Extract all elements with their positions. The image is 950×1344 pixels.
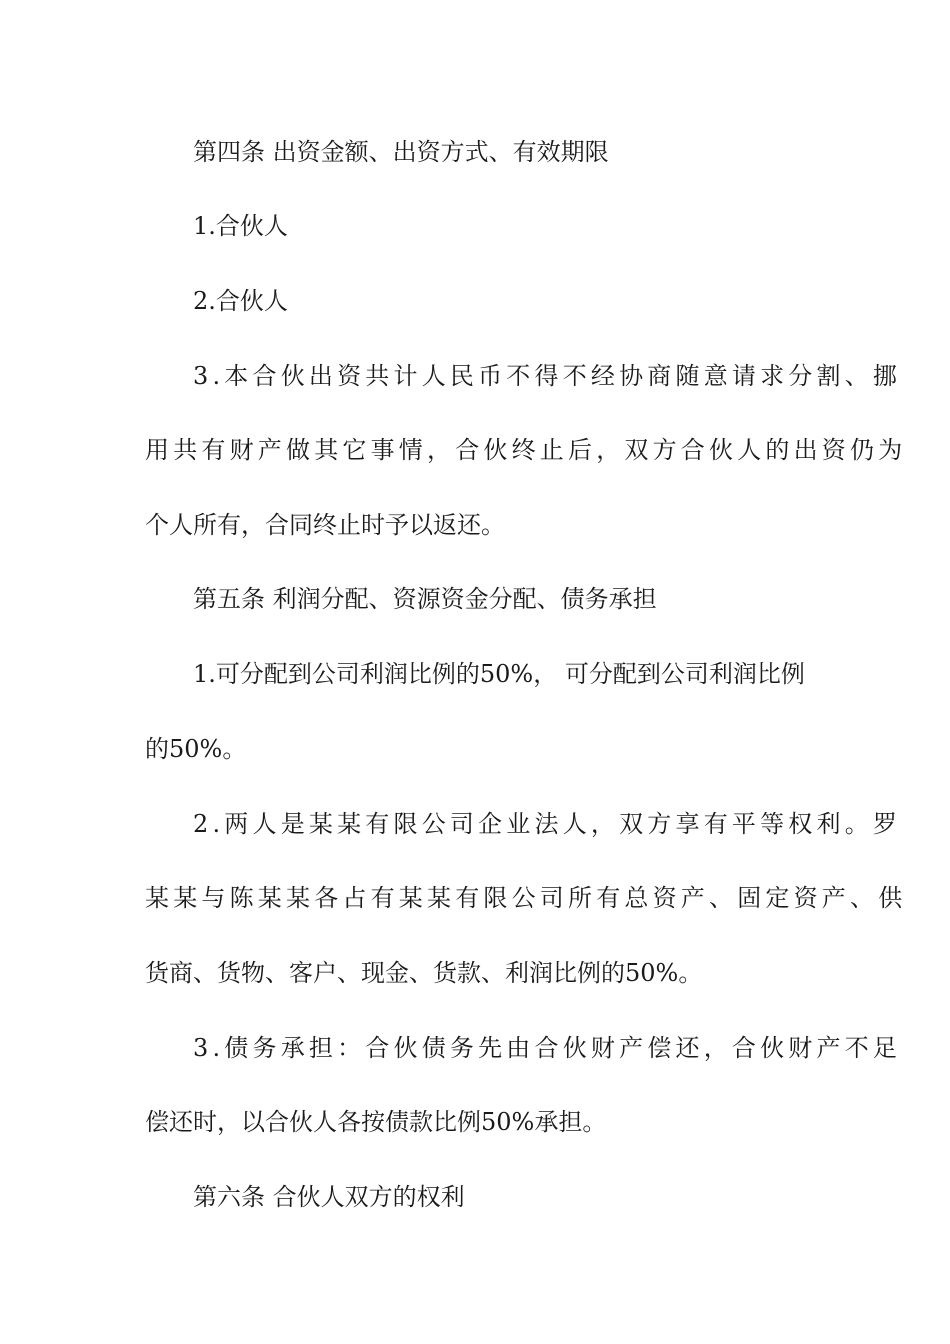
article-5-item-3-text-2: 偿还时，以合伙人各按债款比例50%承担。 (145, 1108, 607, 1136)
article-5-item-2-text-2: 某某与陈某某各占有某某有限公司所有总资产、固定资产、供 (145, 884, 907, 912)
article-5-heading-text: 第五条 利润分配、资源资金分配、债务承担 (193, 585, 657, 613)
article-5-item-1-text-1: 1.可分配到公司利润比例的50%， 可分配到公司利润比例 (193, 660, 805, 688)
article-4-item-3-text-2: 用共有财产做其它事情，合伙终止后，双方合伙人的出资仍为 (145, 436, 907, 464)
article-4-item-2-text: 2.合伙人 (193, 287, 288, 315)
article-4-item-3-text-3: 个人所有，合同终止时予以返还。 (145, 511, 505, 539)
article-5-item-1-text-2: 的50%。 (145, 735, 247, 763)
article-5-item-3-text-1: 3.债务承担：合伙债务先由合伙财产偿还，合伙财产不足 (193, 1034, 902, 1062)
article-5-item-2-text-1: 2.两人是某某有限公司企业法人，双方享有平等权利。罗 (193, 810, 902, 838)
article-4-heading-text: 第四条 出资金额、出资方式、有效期限 (193, 138, 609, 166)
article-4-item-1-text: 1.合伙人 (193, 212, 288, 240)
article-4-item-3-text-1: 3.本合伙出资共计人民币不得不经协商随意请求分割、挪 (193, 362, 902, 390)
article-5-item-2-text-3: 货商、货物、客户、现金、货款、利润比例的50%。 (145, 959, 703, 987)
article-6-heading-text: 第六条 合伙人双方的权利 (193, 1183, 465, 1211)
